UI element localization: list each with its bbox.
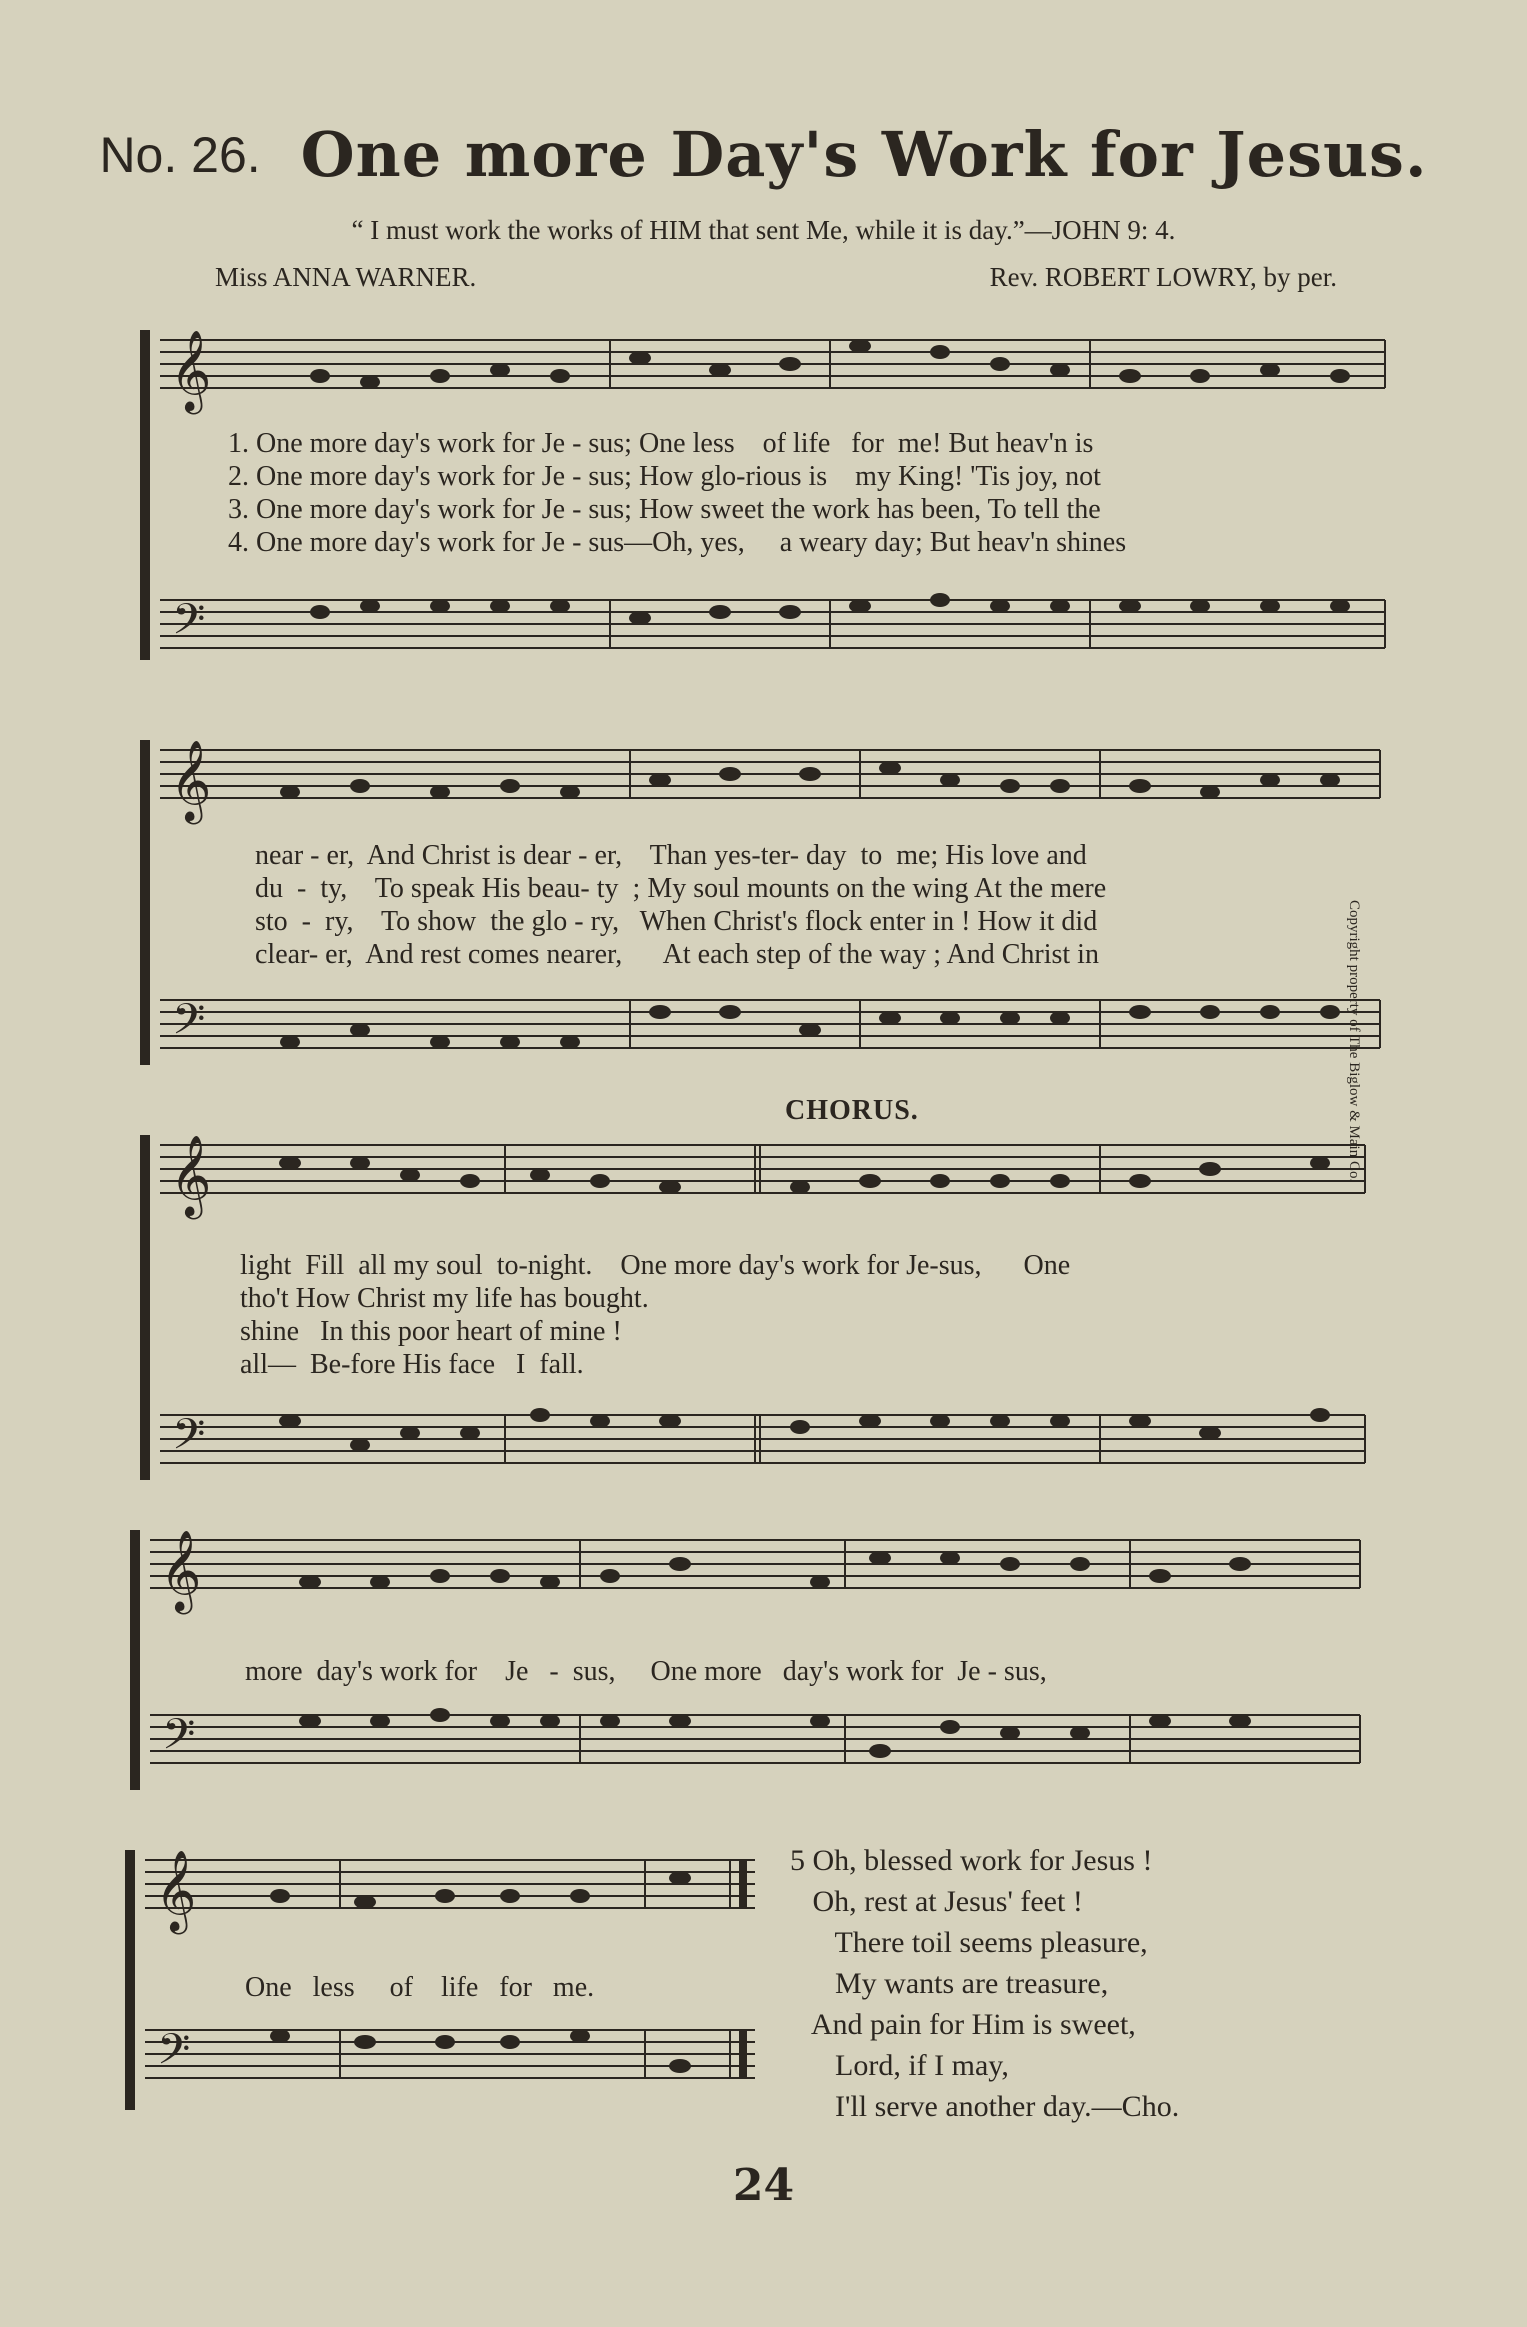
verse5-line: I'll serve another day.—Cho. (790, 2090, 1180, 2123)
svg-text:𝄞: 𝄞 (155, 1849, 197, 1931)
music-system-4 (130, 1510, 1390, 1800)
verse5-line: Oh, rest at Jesus' feet ! (790, 1885, 1083, 1918)
system4-lyric: more day's work for Je - sus, One more day's work for Je - sus, (245, 1656, 1047, 1687)
system1-verse1-lyric: 1. One more day's work for Je - sus; One less of life for me! But heav'n is (228, 428, 1094, 459)
svg-text:𝄢: 𝄢 (157, 2025, 191, 2085)
chorus-label: CHORUS. (785, 1095, 919, 1126)
system1-verse2-lyric: 2. One more day's work for Je - sus; How glo-rious is my King! 'Tis joy, not (228, 461, 1101, 492)
system3-verse3-lyric: shine In this poor heart of mine ! (240, 1316, 622, 1347)
svg-text:𝄞: 𝄞 (170, 1134, 212, 1216)
system1-verse3-lyric: 3. One more day's work for Je - sus; How sweet the work has been, To tell the (228, 494, 1101, 525)
system2-verse2-lyric: du - ty, To speak His beau- ty ; My soul mounts on the wing At the mere (255, 873, 1107, 904)
lyricist-credit: Miss ANNA WARNER. (215, 262, 477, 292)
hymn-title: One more Day's Work for Jesus. (300, 118, 1428, 191)
svg-text:𝄢: 𝄢 (162, 1710, 196, 1770)
svg-text:𝄢: 𝄢 (172, 595, 206, 655)
svg-text:𝄢: 𝄢 (172, 1410, 206, 1470)
verse5-line: And pain for Him is sweet, (790, 2008, 1136, 2041)
system3-verse4-lyric: all— Be-fore His face I fall. (240, 1349, 584, 1380)
system2-verse4-lyric: clear- er, And rest comes nearer, At each step of the way ; And Christ in (255, 939, 1099, 970)
verse5-line: 5 Oh, blessed work for Jesus ! (790, 1844, 1153, 1877)
system5-lyric: One less of life for me. (245, 1972, 595, 2003)
composer-credit: Rev. ROBERT LOWRY, by per. (989, 262, 1337, 292)
scripture-epigraph: “ I must work the works of HIM that sent Me, while it is day.”—JOHN 9: 4. (351, 215, 1176, 245)
system3-verse2-lyric: tho't How Christ my life has bought. (240, 1283, 649, 1314)
svg-text:𝄞: 𝄞 (170, 739, 212, 821)
hymn-number: No. 26. (99, 126, 261, 183)
svg-text:𝄞: 𝄞 (160, 1529, 202, 1611)
page-number: 24 (732, 2160, 795, 2211)
system2-verse1-lyric: near - er, And Christ is dear - er, Than yes-ter- day to me; His love and (255, 840, 1087, 871)
system3-verse1-lyric: light Fill all my soul to-night. One more day's work for Je-sus, One (240, 1250, 1071, 1281)
svg-text:𝄞: 𝄞 (170, 329, 212, 411)
verse5-line: My wants are treasure, (790, 1967, 1109, 2000)
verse5-line: Lord, if I may, (790, 2049, 1009, 2082)
hymn-header (0, 118, 1527, 191)
system1-verse4-lyric: 4. One more day's work for Je - sus—Oh, yes, a weary day; But heav'n shines (228, 527, 1127, 558)
system2-verse3-lyric: sto - ry, To show the glo - ry, When Christ's flock enter in ! How it did (255, 906, 1098, 937)
verse-5 (790, 1840, 1179, 2127)
verse5-line: There toil seems pleasure, (790, 1926, 1148, 1959)
svg-text:𝄢: 𝄢 (172, 995, 206, 1055)
copyright-notice: Copyright property of The Biglow & Main Co. (1346, 900, 1362, 1183)
